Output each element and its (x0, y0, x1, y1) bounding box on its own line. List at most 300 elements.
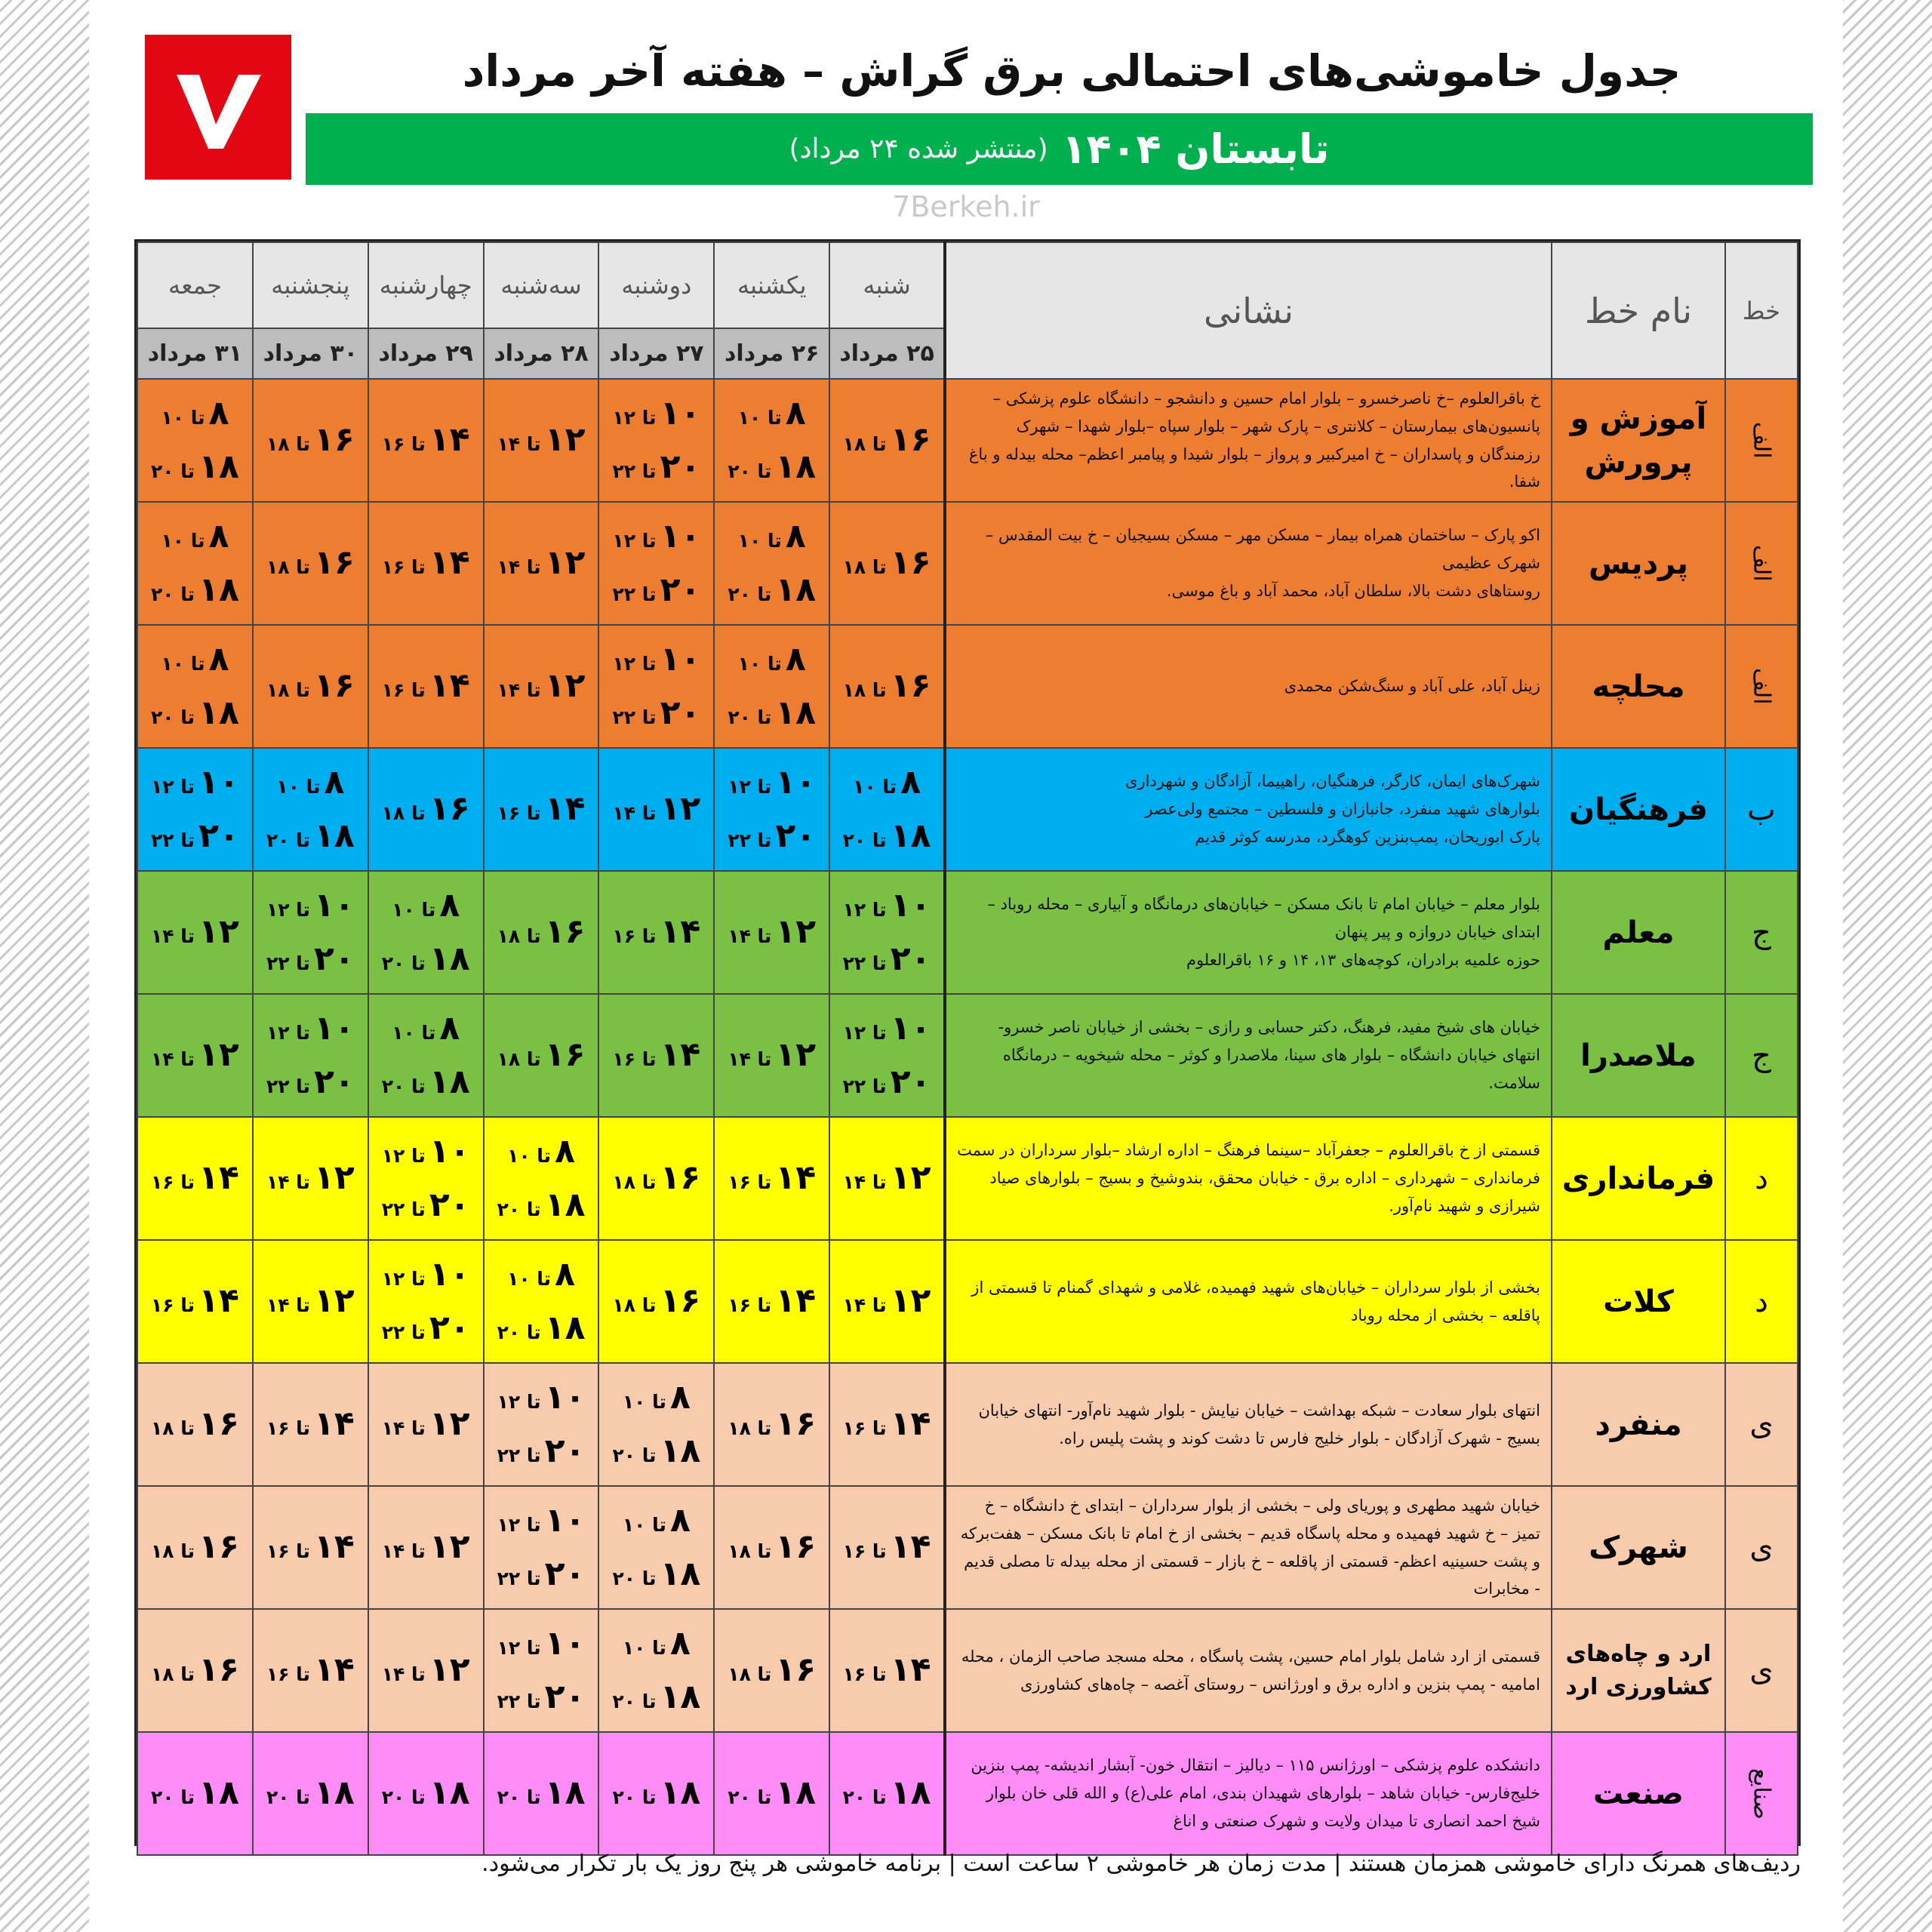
outage-slot (484, 1732, 599, 1855)
outage-slot (598, 1240, 714, 1363)
time-to: تا ۱۶ (497, 802, 541, 825)
line-code: ی (1725, 1609, 1798, 1732)
header-day: جمعه (137, 242, 253, 328)
time-from: ۱۲ (429, 1651, 470, 1690)
time-from: ۱۴ (660, 912, 701, 952)
time-from: ۱۸ (429, 939, 470, 978)
time-to: تا ۲۲ (612, 460, 657, 482)
time-from: ۱۰ (544, 1501, 586, 1540)
time-range (715, 1160, 829, 1196)
outage-slot (137, 1486, 253, 1609)
line-code: ج (1725, 871, 1798, 994)
time-from: ۲۰ (544, 1554, 586, 1593)
time-range (138, 1406, 252, 1442)
time-range (485, 1310, 598, 1346)
line-name: فرهنگیان (1552, 748, 1725, 871)
outage-slot (714, 748, 829, 871)
time-range (369, 1406, 483, 1442)
time-to: تا ۱۲ (728, 776, 772, 798)
time-range (138, 518, 252, 555)
time-from: ۸ (324, 763, 345, 802)
outage-slot (714, 502, 829, 625)
outage-slot (137, 379, 253, 502)
time-from: ۲۰ (890, 939, 931, 978)
time-range (830, 888, 943, 924)
outage-slot (137, 1240, 253, 1363)
outage-slot (137, 871, 253, 994)
time-from: ۲۰ (314, 1062, 355, 1101)
table-row (137, 379, 1798, 502)
time-range (485, 1433, 598, 1469)
time-to: تا ۲۰ (728, 1786, 772, 1809)
time-from: ۱۸ (314, 816, 355, 855)
time-from: ۱۸ (660, 1774, 701, 1813)
time-to: تا ۱۲ (497, 1514, 541, 1537)
time-from: ۱۸ (890, 1774, 931, 1813)
time-to: تا ۱۴ (381, 1417, 426, 1440)
time-to: تا ۲۲ (381, 1198, 426, 1220)
outage-slot (253, 994, 368, 1117)
time-range (138, 695, 252, 731)
time-from: ۱۴ (890, 1651, 931, 1690)
time-range (715, 449, 829, 485)
time-from: ۱۶ (198, 1404, 239, 1444)
time-range (254, 422, 368, 458)
time-from: ۱۰ (198, 763, 239, 802)
header-line-name: نام خط (1552, 242, 1725, 379)
time-from: ۱۲ (544, 543, 586, 583)
time-from: ۱۶ (660, 1158, 701, 1198)
time-from: ۱۰ (660, 640, 701, 679)
header-day: پنجشنبه (253, 242, 368, 328)
header-date: ۲۷ مرداد (598, 328, 714, 379)
time-from: ۱۲ (198, 912, 239, 952)
outage-slot (137, 1732, 253, 1855)
time-from: ۱۴ (660, 1035, 701, 1075)
table-row (137, 871, 1798, 994)
address-text: بلوار معلم – خیابان امام تا بانک مسکن – خیابان‌های درمانگاه و آبیاری – محله روباد – ابتدای خیابان دروازه و پیر پنهان حوزه علمیه برادران، کوچه‌های ۱۳، ۱۴ و ۱۶ باقرالعلوم (945, 871, 1552, 994)
time-range (254, 1064, 368, 1100)
outage-slot (484, 1609, 599, 1732)
time-range (715, 764, 829, 801)
time-to: تا ۱۴ (842, 1294, 887, 1317)
time-to: تا ۱۸ (151, 1663, 195, 1686)
time-to: تا ۲۰ (612, 1567, 657, 1589)
time-to: تا ۱۰ (276, 776, 321, 798)
table-row (137, 1363, 1798, 1486)
time-to: تا ۱۸ (842, 556, 887, 579)
time-range (830, 668, 943, 704)
outage-slot (253, 502, 368, 625)
time-range (599, 1160, 713, 1196)
season-label: تابستان ۱۴۰۴ (1061, 125, 1330, 173)
time-to: تا ۲۰ (497, 1786, 541, 1809)
time-to: تا ۲۰ (612, 1690, 657, 1712)
outage-slot (598, 502, 714, 625)
table-row (137, 625, 1798, 748)
time-range (715, 1037, 829, 1073)
time-range (254, 1775, 368, 1811)
time-from: ۱۴ (429, 543, 470, 583)
time-from: ۱۰ (429, 1255, 470, 1294)
time-from: ۱۴ (890, 1404, 931, 1444)
outage-slot (137, 625, 253, 748)
outage-slot (829, 994, 945, 1117)
time-range (369, 1187, 483, 1223)
time-range (485, 914, 598, 950)
line-code: ی (1725, 1363, 1798, 1486)
time-to: تا ۲۲ (842, 952, 887, 974)
line-name: شهرک (1552, 1486, 1725, 1609)
time-range (369, 941, 483, 977)
outage-slot (253, 1732, 368, 1855)
time-to: تا ۲۰ (266, 829, 310, 851)
time-range (254, 1406, 368, 1442)
time-to: تا ۲۰ (612, 1786, 657, 1809)
time-from: ۱۴ (314, 1404, 355, 1444)
time-range (138, 914, 252, 950)
time-range (830, 941, 943, 977)
outage-slot (829, 1363, 945, 1486)
time-range (599, 1556, 713, 1592)
time-from: ۱۴ (775, 1158, 817, 1198)
outage-slot (484, 625, 599, 748)
time-to: تا ۱۶ (842, 1663, 887, 1686)
time-to: تا ۱۶ (612, 925, 657, 948)
time-from: ۱۲ (429, 1527, 470, 1567)
outage-slot (829, 1732, 945, 1855)
time-to: تا ۱۸ (151, 1417, 195, 1440)
time-from: ۱۸ (198, 570, 239, 609)
time-to: تا ۲۰ (728, 460, 772, 482)
outage-slot (137, 502, 253, 625)
time-from: ۱۴ (775, 1281, 817, 1321)
time-range (138, 449, 252, 485)
time-from: ۱۶ (890, 420, 931, 460)
time-to: تا ۱۰ (737, 530, 782, 552)
time-from: ۱۶ (198, 1527, 239, 1567)
time-range (715, 914, 829, 950)
time-to: تا ۲۲ (497, 1567, 541, 1589)
outage-slot (829, 379, 945, 502)
address-text: قسمتی از خ باقرالعلوم – جعفرآباد –سینما فرهنگ – اداره ارشاد –بلوار سرداران در سمت فرمانداری – شهرداری – اداره برق - خیابان محقق، بندوشیخ و بسیج – بلوارهای صیاد شیرازی و شهید نام‌آور. (945, 1117, 1552, 1240)
time-range (254, 1652, 368, 1688)
address-text: شهرک‌های ایمان، کارگر، فرهنگیان، راهپیما، آزادگان و شهرداری بلوارهای شهید منفرد، جانبازان و فلسطین – مجتمع ولی‌عصر پارک ابوریحان، پمپ‌بنزین کوهگرد، مدرسه کوثر قدیم (945, 748, 1552, 871)
table-row (137, 994, 1798, 1117)
time-to: تا ۱۶ (381, 679, 426, 702)
time-from: ۸ (670, 1501, 691, 1540)
time-from: ۱۸ (544, 1185, 586, 1224)
time-to: تا ۲۲ (497, 1690, 541, 1712)
time-range (485, 1380, 598, 1416)
line-name: صنعت (1552, 1732, 1725, 1855)
time-to: تا ۱۲ (381, 1268, 426, 1291)
time-from: ۱۸ (198, 693, 239, 732)
time-to: تا ۱۶ (842, 1540, 887, 1563)
time-from: ۱۲ (775, 912, 817, 952)
watermark: 7Berkeh.ir (892, 190, 1040, 223)
time-range (254, 1529, 368, 1565)
time-to: تا ۱۲ (497, 1391, 541, 1414)
address-text: انتهای بلوار سعادت – شبکه بهداشت – خیابان نیایش - بلوار شهید نام‌آور- انتهای خیابان بسیج - شهرک آزادگان - بلوار خلیج فارس تا دشت کوند و پشت پلیس راه. (945, 1363, 1552, 1486)
time-from: ۱۶ (198, 1651, 239, 1690)
time-to: تا ۱۶ (151, 1171, 195, 1194)
time-to: تا ۱۰ (737, 407, 782, 429)
outage-slot (484, 994, 599, 1117)
time-range (254, 941, 368, 977)
time-range (485, 791, 598, 827)
time-to: تا ۱۶ (151, 1294, 195, 1317)
time-range (138, 1529, 252, 1565)
time-to: تا ۲۰ (266, 1786, 310, 1809)
time-range (138, 1775, 252, 1811)
header-date: ۲۹ مرداد (368, 328, 484, 379)
time-to: تا ۱۲ (266, 1022, 310, 1044)
time-to: تا ۱۶ (842, 1417, 887, 1440)
time-from: ۱۲ (544, 666, 586, 706)
header-date: ۳۰ مرداد (253, 328, 368, 379)
outage-slot (829, 1609, 945, 1732)
time-to: تا ۱۸ (728, 1540, 772, 1563)
time-from: ۱۰ (314, 886, 355, 925)
time-range (138, 641, 252, 678)
outage-slot (137, 994, 253, 1117)
outage-slot (598, 1363, 714, 1486)
outage-slot (368, 1732, 484, 1855)
line-code: ب (1725, 748, 1798, 871)
line-name: فرمانداری (1552, 1117, 1725, 1240)
time-from: ۸ (670, 1624, 691, 1663)
time-range (254, 1011, 368, 1047)
outage-slot (484, 379, 599, 502)
time-from: ۸ (900, 763, 921, 802)
line-name: ارد و چاه‌های کشاورزی ارد (1552, 1609, 1725, 1732)
time-range (254, 545, 368, 581)
time-range (599, 518, 713, 555)
time-from: ۱۲ (314, 1281, 355, 1321)
time-range (715, 1406, 829, 1442)
time-from: ۸ (439, 886, 460, 925)
time-to: تا ۱۴ (381, 1663, 426, 1686)
address-text: بخشی از بلوار سرداران – خیابان‌های شهید فهمیده، غلامی و شهدای گمنام تا قسمتی از پاقلعه – بخشی از محله روباد (945, 1240, 1552, 1363)
outage-slot (253, 871, 368, 994)
time-to: تا ۱۰ (737, 653, 782, 675)
header-date: ۳۱ مرداد (137, 328, 253, 379)
time-from: ۱۲ (198, 1035, 239, 1075)
time-from: ۲۰ (429, 1185, 470, 1224)
time-range (830, 1011, 943, 1047)
time-from: ۱۴ (890, 1527, 931, 1567)
time-to: تا ۲۰ (151, 460, 195, 482)
time-range (599, 1775, 713, 1811)
time-from: ۱۴ (198, 1158, 239, 1198)
outage-slot (598, 1732, 714, 1855)
line-name: آموزش و پرورش (1552, 379, 1725, 502)
time-range (485, 1775, 598, 1811)
time-range (138, 764, 252, 801)
time-to: تا ۲۲ (728, 829, 772, 851)
time-to: تا ۱۴ (381, 1540, 426, 1563)
line-code: ج (1725, 994, 1798, 1117)
time-from: ۱۲ (660, 789, 701, 829)
address-text: خیابان های شیخ مفید، فرهنگ، دکتر حسابی و رازی – بخشی از خیابان ناصر خسرو- انتهای خیابان دانشگاه – بلوار های سینا، ملاصدرا و کوثر – محله شیخویه – درمانگاه سلامت. (945, 994, 1552, 1117)
time-to: تا ۲۰ (728, 706, 772, 728)
outage-slot (368, 502, 484, 625)
outage-slot (714, 1609, 829, 1732)
time-to: تا ۲۲ (151, 829, 195, 851)
time-to: تا ۲۰ (381, 1786, 426, 1809)
time-from: ۱۸ (544, 1774, 586, 1813)
address-text: خیابان شهید مطهری و پوریای ولی – بخشی از بلوار سرداران – ابتدای خ دانشگاه – خ تمیز – خ شهید فهمیده و محله پاسگاه قدیم – بخشی از خ امام تا بانک مسکن – هفت‌برکه و پشت حسینیه اعظم- قسمتی از پاقلعه – خ بازار – قسمتی از محله بیدله تا مصلی قدیم - مخابرات (945, 1486, 1552, 1609)
time-to: تا ۱۰ (161, 530, 205, 552)
time-from: ۲۰ (775, 816, 817, 855)
time-to: تا ۱۴ (612, 802, 657, 825)
time-from: ۱۸ (660, 1677, 701, 1716)
time-from: ۱۰ (890, 1009, 931, 1048)
time-to: تا ۱۴ (151, 1048, 195, 1071)
outage-slot (253, 1609, 368, 1732)
time-from: ۱۰ (544, 1378, 586, 1417)
time-to: تا ۲۲ (266, 952, 310, 974)
time-to: تا ۲۰ (381, 952, 426, 974)
schedule-table (134, 239, 1801, 1846)
time-range (485, 668, 598, 704)
outage-slot (598, 625, 714, 748)
time-to: تا ۱۲ (381, 1145, 426, 1168)
time-to: تا ۱۸ (612, 1294, 657, 1317)
line-name: منفرد (1552, 1363, 1725, 1486)
time-to: تا ۲۲ (381, 1321, 426, 1343)
outage-slot (714, 1363, 829, 1486)
time-range (138, 818, 252, 854)
time-range (485, 1679, 598, 1715)
time-range (369, 1064, 483, 1100)
outage-slot (829, 1486, 945, 1609)
time-range (830, 422, 943, 458)
time-from: ۲۰ (429, 1308, 470, 1347)
time-range (369, 1134, 483, 1170)
time-range (599, 1380, 713, 1416)
time-from: ۱۸ (660, 1431, 701, 1470)
time-to: تا ۱۲ (612, 530, 657, 552)
time-from: ۱۶ (544, 1035, 586, 1075)
outage-slot (829, 1240, 945, 1363)
time-from: ۸ (555, 1132, 576, 1171)
outage-slot (368, 625, 484, 748)
outage-slot (829, 871, 945, 994)
table-row (137, 1732, 1798, 1855)
time-range (485, 422, 598, 458)
table-row (137, 1117, 1798, 1240)
time-range (485, 1134, 598, 1170)
time-range (138, 1283, 252, 1319)
time-to: تا ۱۸ (266, 556, 310, 579)
table-row (137, 1609, 1798, 1732)
time-range (254, 818, 368, 854)
time-from: ۲۰ (890, 1062, 931, 1101)
outage-slot (484, 502, 599, 625)
time-range (830, 1652, 943, 1688)
time-to: تا ۱۰ (392, 899, 436, 921)
time-to: تا ۱۶ (381, 556, 426, 579)
line-name: ملاصدرا (1552, 994, 1725, 1117)
time-range (715, 1283, 829, 1319)
time-to: تا ۱۸ (612, 1171, 657, 1194)
time-range (369, 422, 483, 458)
outage-slot (368, 1486, 484, 1609)
line-code: ی (1725, 1486, 1798, 1609)
time-to: تا ۱۲ (842, 1022, 887, 1044)
time-from: ۱۶ (775, 1404, 817, 1444)
time-to: تا ۲۲ (612, 706, 657, 728)
outage-slot (368, 748, 484, 871)
time-range (369, 888, 483, 924)
time-range (830, 545, 943, 581)
time-range (485, 545, 598, 581)
line-name: کلات (1552, 1240, 1725, 1363)
time-to: تا ۱۴ (728, 925, 772, 948)
outage-slot (714, 1486, 829, 1609)
address-text: اکو پارک – ساختمان همراه بیمار – مسکن مهر – مسکن بسیجیان – خ بیت المقدس – شهرک عظیمی روستاهای دشت بالا، سلطان آباد، محمد آباد و باغ موسی. (945, 502, 1552, 625)
time-range (599, 1626, 713, 1662)
time-from: ۱۲ (429, 1404, 470, 1444)
time-to: تا ۱۴ (728, 1048, 772, 1071)
time-to: تا ۲۰ (497, 1321, 541, 1343)
time-to: تا ۱۸ (381, 802, 426, 825)
time-to: تا ۱۶ (266, 1540, 310, 1563)
time-to: تا ۲۰ (151, 1786, 195, 1809)
time-range (830, 1775, 943, 1811)
outage-slot (368, 379, 484, 502)
time-to: تا ۱۲ (266, 899, 310, 921)
time-to: تا ۱۴ (497, 679, 541, 702)
time-range (599, 395, 713, 432)
time-from: ۱۸ (775, 693, 817, 732)
line-code: د (1725, 1240, 1798, 1363)
time-to: تا ۱۴ (266, 1294, 310, 1317)
time-to: تا ۲۰ (842, 1786, 887, 1809)
time-range (254, 1160, 368, 1196)
outage-slot (714, 1117, 829, 1240)
time-from: ۱۲ (775, 1035, 817, 1075)
time-range (254, 888, 368, 924)
time-range (369, 545, 483, 581)
time-range (485, 1257, 598, 1293)
line-code: الف (1725, 625, 1798, 748)
time-to: تا ۱۸ (728, 1417, 772, 1440)
time-range (599, 1283, 713, 1319)
time-range (369, 1529, 483, 1565)
table-row (137, 502, 1798, 625)
outage-slot (484, 1363, 599, 1486)
time-from: ۱۴ (429, 666, 470, 706)
line-code: الف (1725, 379, 1798, 502)
header-date: ۲۵ مرداد (829, 328, 945, 379)
time-to: تا ۱۸ (497, 925, 541, 948)
outage-slot (598, 748, 714, 871)
time-range (369, 791, 483, 827)
time-to: تا ۲۰ (842, 829, 887, 851)
time-range (485, 1626, 598, 1662)
time-to: تا ۱۸ (842, 433, 887, 456)
time-to: تا ۲۰ (381, 1075, 426, 1097)
time-from: ۱۲ (890, 1158, 931, 1198)
time-from: ۱۴ (314, 1527, 355, 1567)
time-from: ۱۸ (544, 1308, 586, 1347)
time-range (830, 1160, 943, 1196)
time-to: تا ۱۸ (842, 679, 887, 702)
outage-slot (714, 1732, 829, 1855)
